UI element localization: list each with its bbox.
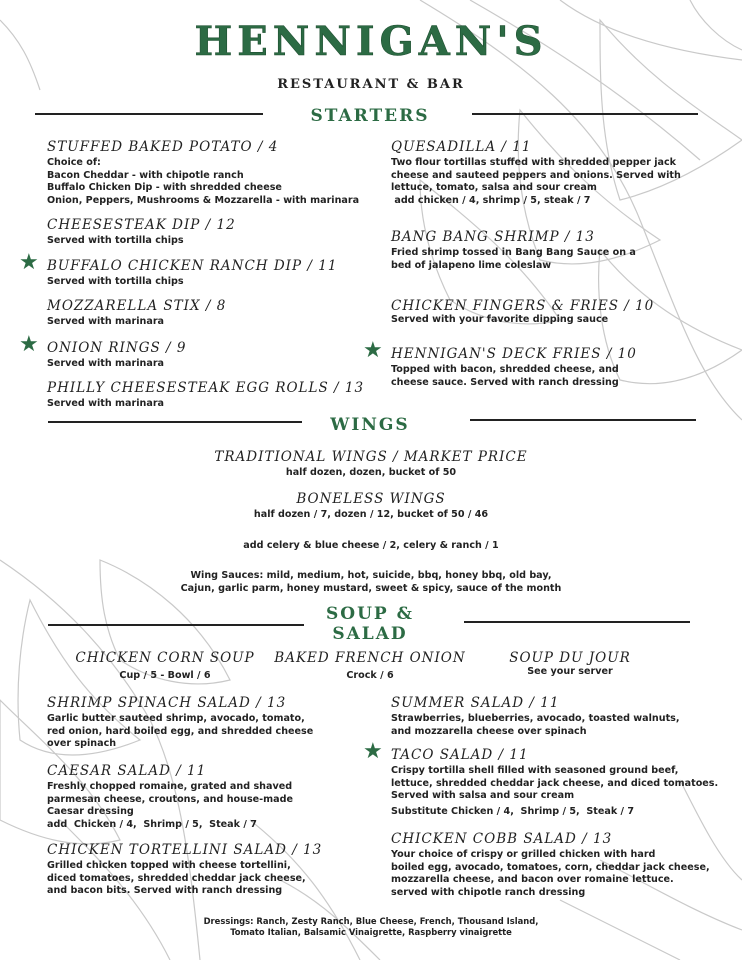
menu-item-deck-fries bbox=[391, 346, 637, 389]
item-description: Served with your favorite dipping sauce bbox=[391, 314, 609, 325]
item-name: CHICKEN TORTELLINI SALAD / 13 bbox=[47, 842, 323, 858]
item-description: Your choice of crispy or grilled chicken with hard boiled egg, avocado, tomatoes, corn, cheddar jack cheese, mozzarella cheese, and bacon over romaine lettuce. served with chipotle ranch dressing bbox=[391, 849, 710, 898]
menu-item-french-onion bbox=[270, 650, 470, 683]
starters-title: STARTERS bbox=[310, 106, 430, 126]
item-name: CAESAR SALAD / 11 bbox=[47, 763, 207, 779]
item-description: Served with marinara bbox=[47, 358, 165, 369]
menu-item-stuffed-potato bbox=[47, 139, 359, 207]
item-name: CHEESESTEAK DIP / 12 bbox=[47, 217, 236, 233]
item-name: BANG BANG SHRIMP / 13 bbox=[391, 229, 595, 245]
item-description: Served with tortilla chips bbox=[47, 235, 184, 246]
menu-item-mozzarella-stix bbox=[47, 298, 226, 329]
wings-rule-right bbox=[470, 419, 696, 421]
item-name: CHICKEN FINGERS & FRIES / 10 bbox=[391, 298, 655, 314]
menu-item-chicken-tortellini-salad bbox=[47, 842, 322, 898]
menu-item-bang-bang-shrimp bbox=[391, 229, 636, 272]
item-description: Garlic butter sauteed shrimp, avocado, tomato, red onion, hard boiled egg, and shredded cheese over spinach bbox=[47, 713, 314, 750]
menu-item-egg-rolls bbox=[47, 380, 364, 411]
featured-star-icon: ★ bbox=[363, 338, 383, 363]
item-description: Topped with bacon, shredded cheese, and cheese sauce. Served with ranch dressing bbox=[391, 364, 619, 388]
wings-title: WINGS bbox=[330, 415, 410, 435]
item-name: SUMMER SALAD / 11 bbox=[391, 695, 560, 711]
featured-star-icon: ★ bbox=[363, 739, 383, 764]
restaurant-tagline: RESTAURANT & BAR bbox=[277, 77, 465, 92]
item-description: half dozen, dozen, bucket of 50 bbox=[285, 467, 457, 478]
item-description: Strawberries, blueberries, avocado, toasted walnuts, and mozzarella cheese over spinach bbox=[391, 713, 680, 737]
menu-item-traditional-wings bbox=[0, 449, 742, 480]
item-name: TRADITIONAL WINGS / MARKET PRICE bbox=[214, 449, 528, 465]
item-description: See your server bbox=[527, 666, 613, 677]
item-description: Crispy tortilla shell filled with seasoned ground beef, lettuce, shredded cheddar jack cheese, and diced tomatoes. Served with salsa and sour cream Substitute Chicken / 4, Shrimp / 5, Steak / 7 bbox=[391, 765, 719, 817]
item-description: Cup / 5 - Bowl / 6 bbox=[119, 670, 211, 681]
item-name: STUFFED BAKED POTATO / 4 bbox=[47, 139, 279, 155]
item-name: CHICKEN COBB SALAD / 13 bbox=[391, 831, 613, 847]
item-description: half dozen / 7, dozen / 12, bucket of 50 / 46 bbox=[253, 509, 489, 520]
item-name: ONION RINGS / 9 bbox=[47, 340, 187, 356]
item-description: Served with marinara bbox=[47, 316, 165, 327]
starters-rule-left bbox=[35, 113, 263, 115]
featured-star-icon: ★ bbox=[19, 332, 39, 357]
item-name: HENNIGAN'S DECK FRIES / 10 bbox=[391, 346, 637, 362]
wing-sauces: Wing Sauces: mild, medium, hot, suicide, bbq, honey bbq, old bay, Cajun, garlic parm, honey mustard, sweet & spicy, sauce of the month bbox=[180, 570, 562, 594]
item-name: SOUP DU JOUR bbox=[509, 650, 631, 666]
dressings-list: Dressings: Ranch, Zesty Ranch, Blue Cheese, French, Thousand Island, Tomato Italian, Balsamic Vinaigrette, Raspberry vinaigrette bbox=[203, 916, 539, 937]
item-description: Crock / 6 bbox=[346, 670, 394, 681]
restaurant-name: HENNIGAN'S bbox=[194, 18, 548, 65]
menu-item-chicken-corn-soup bbox=[60, 650, 270, 683]
item-description: Served with marinara bbox=[47, 398, 165, 409]
item-name: SHRIMP SPINACH SALAD / 13 bbox=[47, 695, 287, 711]
item-name: TACO SALAD / 11 bbox=[391, 747, 529, 763]
menu-item-shrimp-spinach-salad bbox=[47, 695, 313, 751]
menu-item-soup-du-jour bbox=[490, 650, 650, 679]
menu-item-quesadilla bbox=[391, 139, 681, 207]
item-description: Fried shrimp tossed in Bang Bang Sauce on a bed of jalapeno lime coleslaw bbox=[391, 247, 636, 271]
menu-item-taco-salad bbox=[391, 747, 718, 818]
menu-item-caesar-salad bbox=[47, 763, 293, 831]
menu-item-cheesesteak-dip bbox=[47, 217, 236, 248]
menu-item-onion-rings bbox=[47, 340, 186, 371]
wings-rule-left bbox=[48, 421, 302, 423]
soup-rule-right bbox=[464, 621, 690, 623]
menu-item-chicken-cobb-salad bbox=[391, 831, 710, 899]
item-name: BAKED FRENCH ONION bbox=[274, 650, 466, 666]
starters-rule-right bbox=[472, 113, 698, 115]
item-name: CHICKEN CORN SOUP bbox=[75, 650, 255, 666]
menu-item-boneless-wings bbox=[0, 491, 742, 522]
menu-item-chicken-fingers bbox=[391, 298, 654, 327]
item-description: Grilled chicken topped with cheese tortellini, diced tomatoes, shredded cheddar jack cheese, and bacon bits. Served with ranch dressing bbox=[47, 860, 306, 897]
menu-item-summer-salad bbox=[391, 695, 680, 738]
item-description: Served with tortilla chips bbox=[47, 276, 184, 287]
item-description: Choice of: Bacon Cheddar - with chipotle ranch Buffalo Chicken Dip - with shredded cheese Onion, Peppers, Mushrooms & Mozzarella - with marinara bbox=[47, 157, 360, 206]
wing-addons: add celery & blue cheese / 2, celery & ranch / 1 bbox=[243, 540, 499, 551]
item-name: BONELESS WINGS bbox=[296, 491, 446, 507]
featured-star-icon: ★ bbox=[19, 250, 39, 275]
item-name: MOZZARELLA STIX / 8 bbox=[47, 298, 227, 314]
menu-item-buffalo-dip bbox=[47, 258, 337, 289]
item-name: PHILLY CHEESESTEAK EGG ROLLS / 13 bbox=[47, 380, 365, 396]
soup-rule-left bbox=[48, 624, 304, 626]
item-name: BUFFALO CHICKEN RANCH DIP / 11 bbox=[47, 258, 338, 274]
item-description: Two flour tortillas stuffed with shredded pepper jack cheese and sauteed peppers and onions. Served with lettuce, tomato, salsa and sour cream add chicken / 4, shrimp / 5, steak / 7 bbox=[391, 157, 681, 206]
soup-salad-title: SOUP & SALAD bbox=[326, 604, 414, 644]
item-description: Freshly chopped romaine, grated and shaved parmesan cheese, croutons, and house-made Caesar dressing add Chicken / 4, Shrimp / 5, Steak / 7 bbox=[47, 781, 294, 830]
item-name: QUESADILLA / 11 bbox=[391, 139, 532, 155]
